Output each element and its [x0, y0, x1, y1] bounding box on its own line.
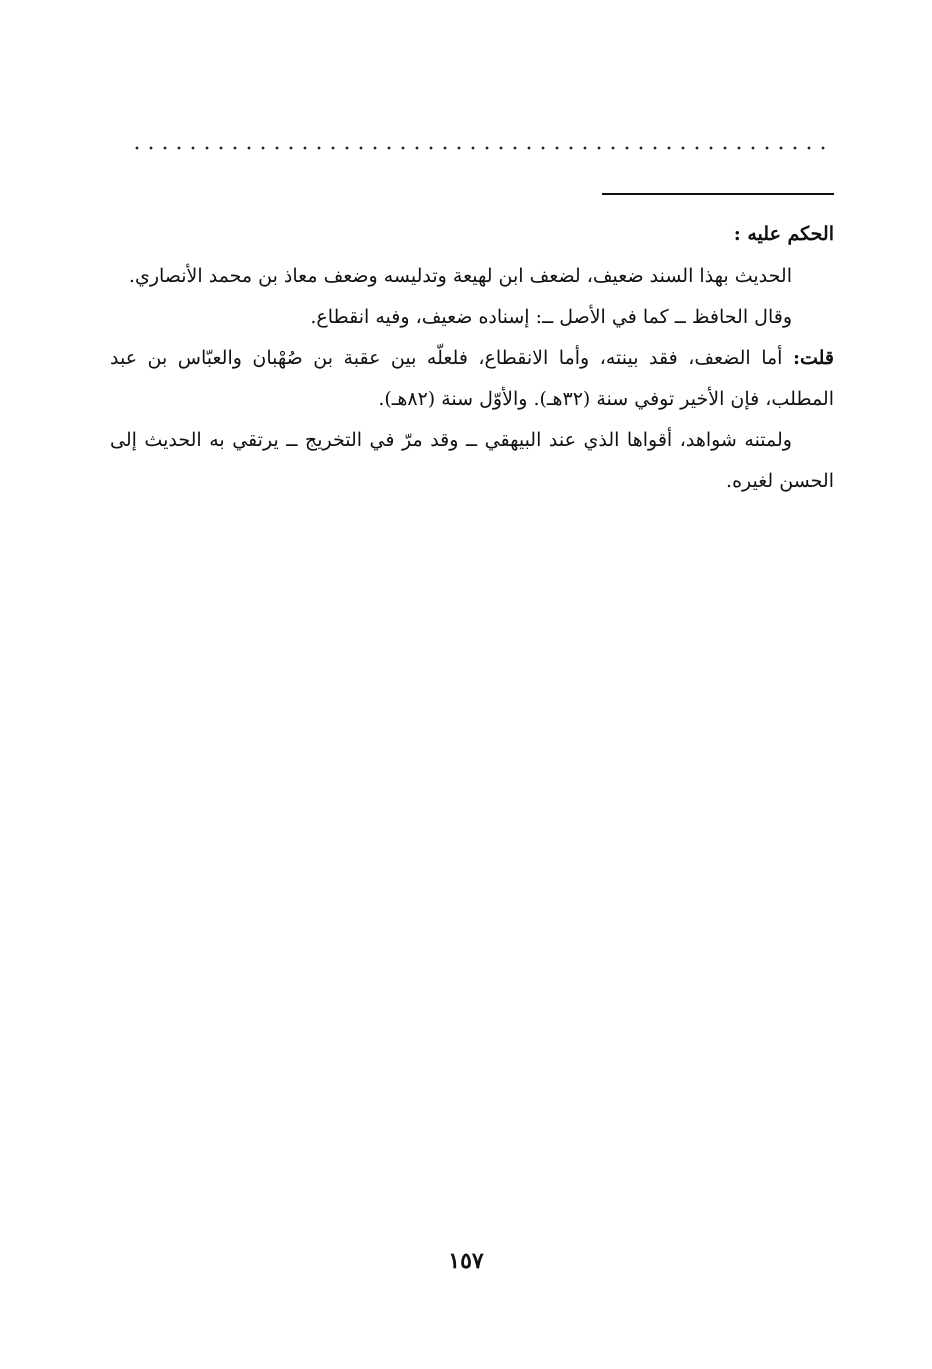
paragraph-3-lead: قلت:	[792, 347, 834, 369]
paragraph-1: الحديث بهذا السند ضعيف، لضعف ابن لهيعة وتدليسه وضعف معاذ بن محمد الأنصاري.	[128, 265, 792, 287]
page-number: ١٥٧	[448, 1248, 484, 1274]
paragraph-2: وقال الحافظ ــ كما في الأصل ــ: إسناده ضعيف، وفيه انقطاع.	[310, 306, 792, 328]
body-text	[110, 212, 834, 502]
section-heading: الحكم عليه :	[733, 223, 834, 245]
dotted-separator	[130, 146, 832, 150]
paragraph-3	[110, 338, 834, 420]
section-rule	[602, 193, 834, 195]
paragraph-4: ولمتنه شواهد، أقواها الذي عند البيهقي ــ وقد مرّ في التخريج ــ يرتقي به الحديث إلى الحسن لغيره.	[110, 429, 834, 492]
paragraph-3-body: أما الضعف، فقد بينته، وأما الانقطاع، فلعلّه بين عقبة بن صُهْبان والعبّاس بن عبد المطلب، فإن الأخير توفي سنة (٣٢هـ). والأوّل سنة (٨٢هـ).	[110, 347, 834, 410]
